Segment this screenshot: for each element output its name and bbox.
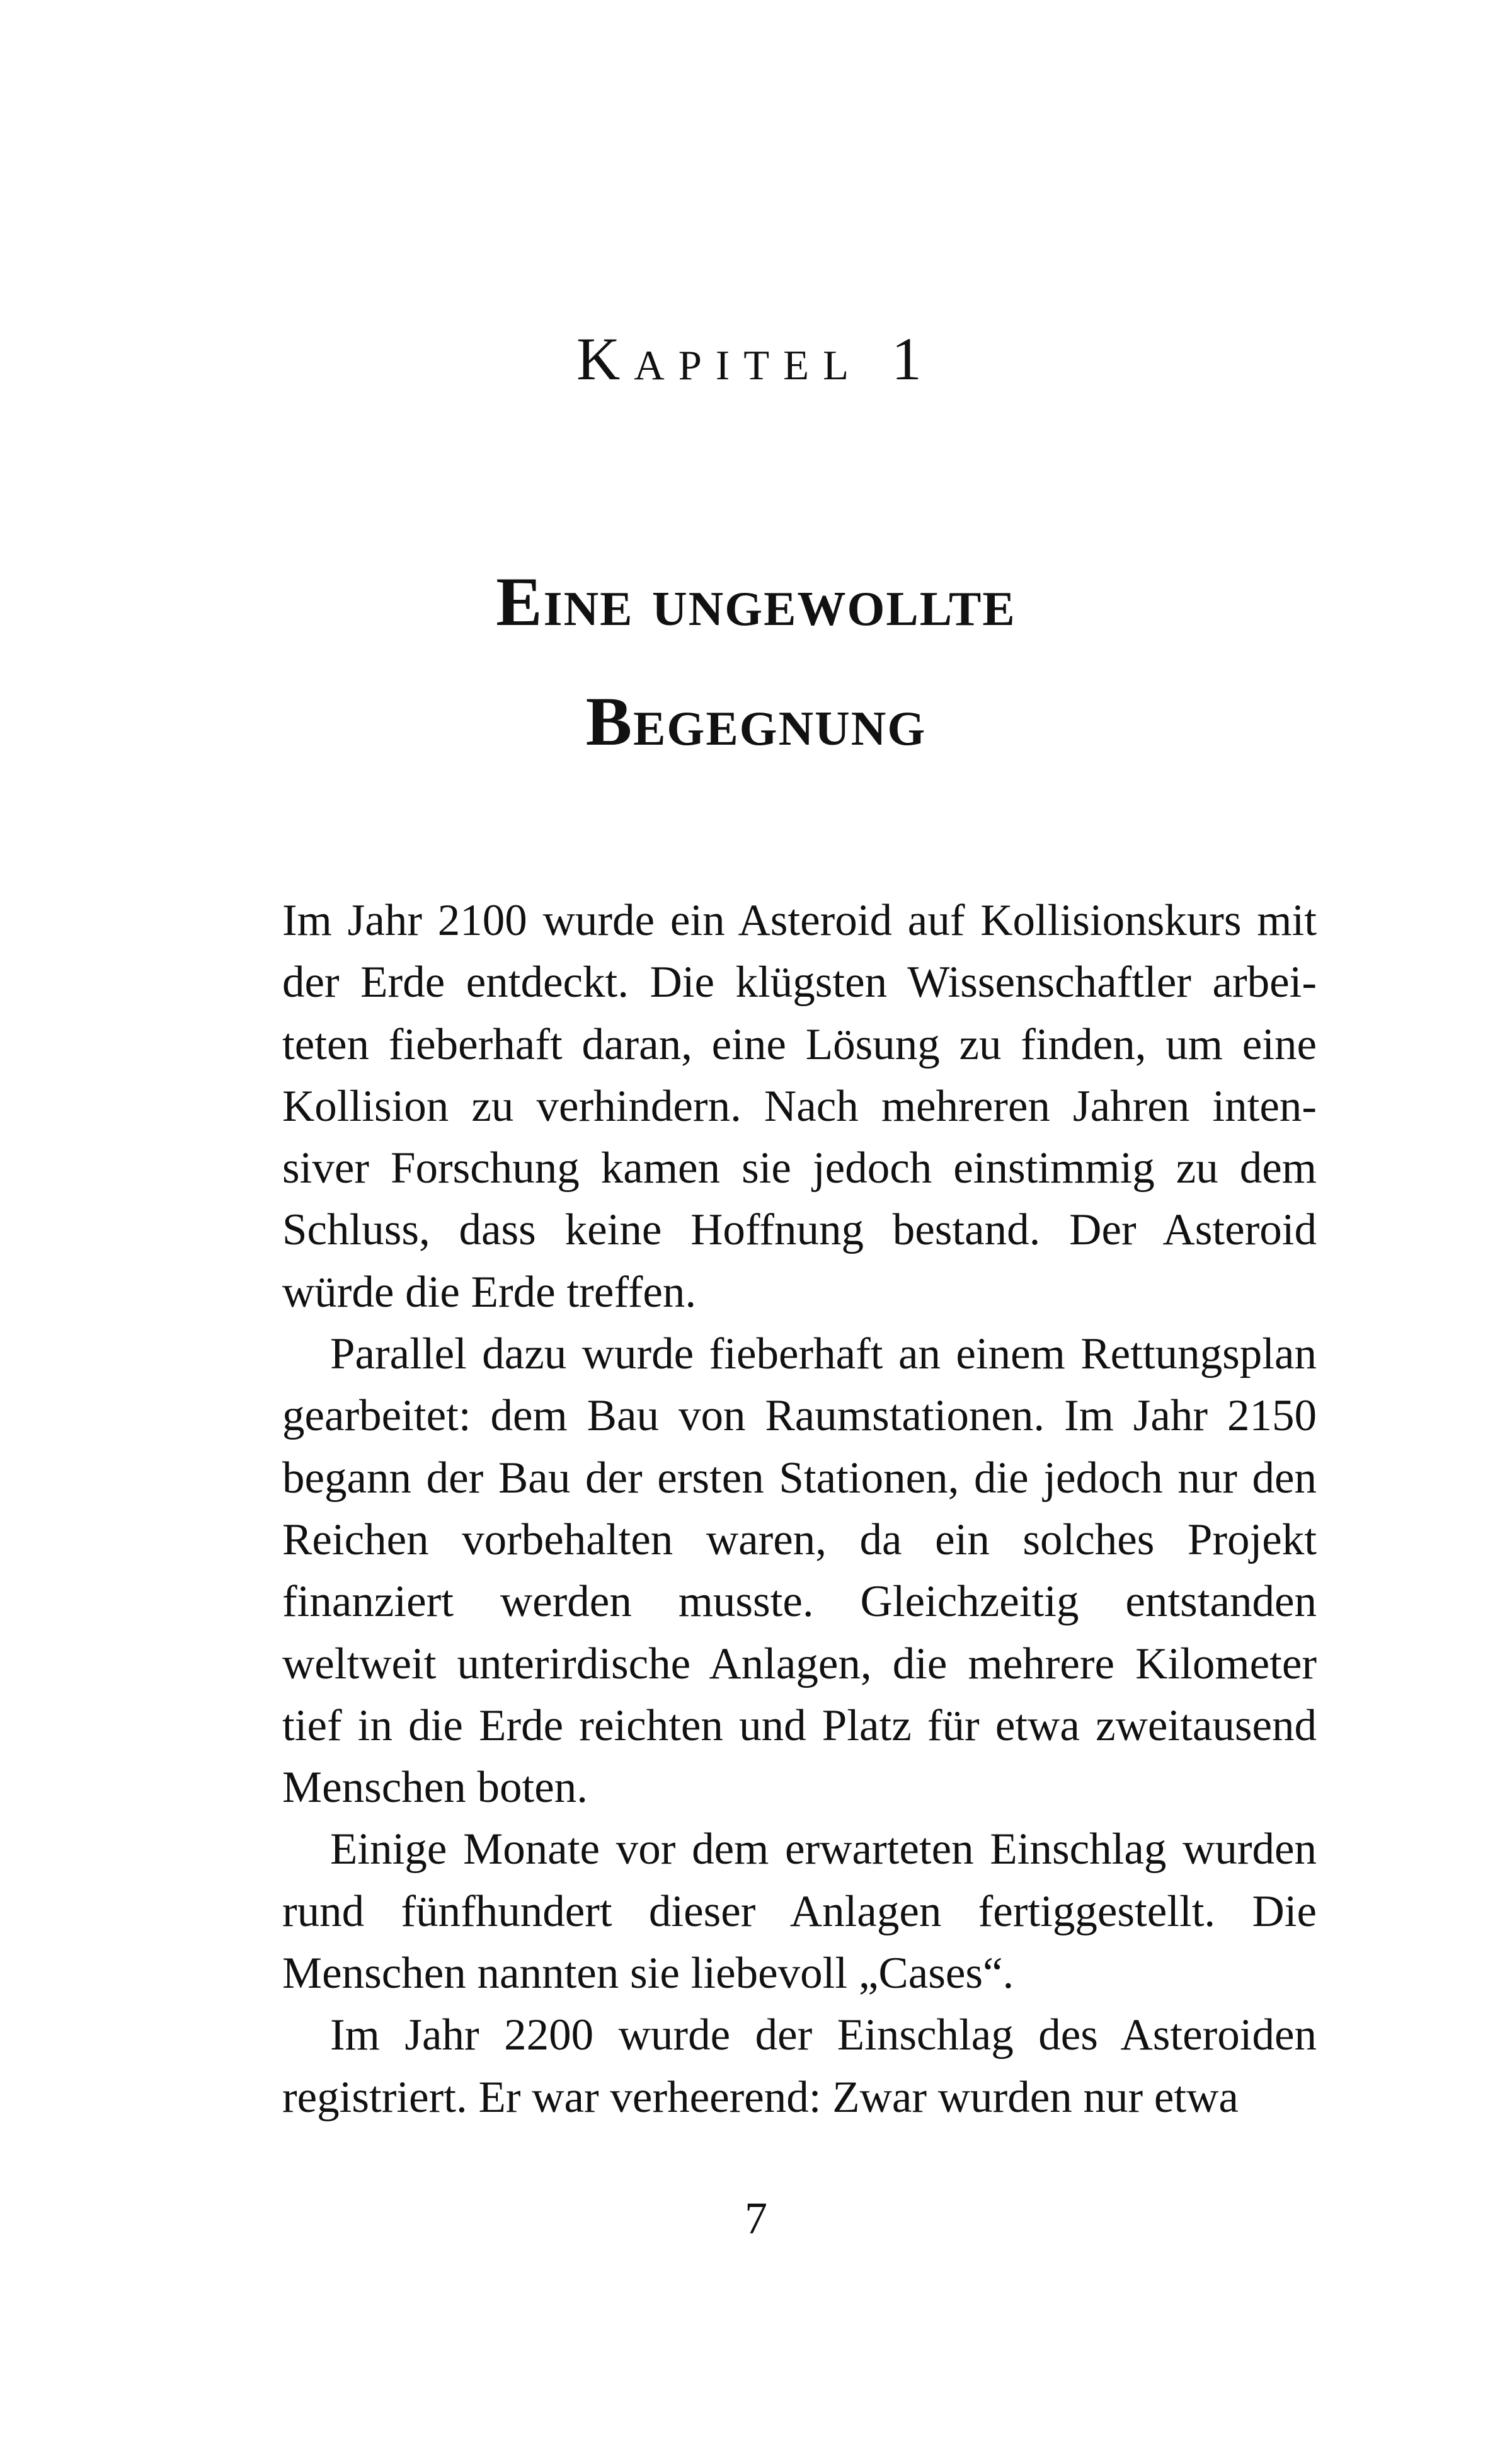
chapter-title [0,542,1512,781]
paragraph-2: Parallel dazu wurde fieberhaft an einem Rettungsplan gearbeitet: dem Bau von Raumstationen. Im Jahr 2150 begann der Bau der ersten Stationen, die jedoch nur den Reichen vorbehalten waren, da ein solches Projekt finanziert werden musste. Gleichzeitig entstanden weltweit unterirdische Anlagen, die mehrere Kilometer tief in die Erde reichten und Platz für etwa zweitausend Menschen boten. [282,1329,1317,1813]
paragraph-1: Im Jahr 2100 wurde ein Asteroid auf Kollisionskurs mit der Erde entdeckt. Die klügsten Wissenschaftler arbeiteten fieberhaft daran, eine Lösung zu finden, um eine Kollision zu verhindern. Nach mehreren Jahren intensiver Forschung kamen sie jedoch einstimmig zu dem Schluss, dass keine Hoffnung bestand. Der Asteroid würde die Erde treffen. [282,896,1317,1317]
paragraph-4: Im Jahr 2200 wurde der Einschlag des Asteroiden registriert. Er war verheerend: Zwar wurden nur etwa [282,2010,1317,2122]
chapter-title-line-2: Begegnung [585,683,927,760]
paragraph-3: Einige Monate vor dem erwarteten Einschlag wurden rund fünfhundert dieser Anlagen fertiggestellt. Die Menschen nannten sie liebevoll „Cases“. [282,1825,1317,1998]
chapter-title-line-1: Eine ungewollte [496,563,1016,640]
page-number: 7 [745,2193,767,2244]
chapter-label: Kapitel 1 [576,325,936,393]
body-text [282,890,1317,2128]
